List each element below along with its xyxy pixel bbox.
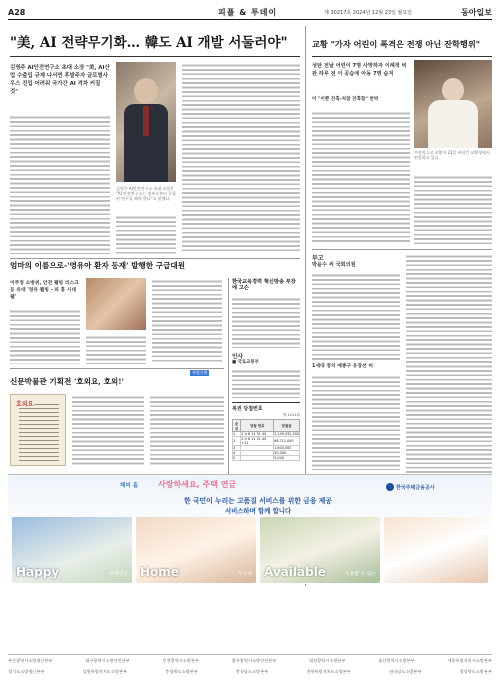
exhibit-image (10, 394, 66, 466)
footer-row-1 (8, 658, 492, 664)
table-cell: 3 (233, 446, 241, 451)
main-body-col1 (10, 114, 110, 254)
table-cell: 68,711,050 (274, 437, 300, 446)
table-cell: 1 (233, 432, 241, 437)
footer-agency: 울산광역시소방본부 (378, 658, 415, 663)
notice-body (312, 272, 400, 362)
ad-panel-2 (136, 517, 256, 583)
ad-panel-caption-1: 주택연금 (109, 572, 128, 577)
right-headline: 교황 "가자 어린이 폭격은 전쟁 아닌 잔학행위" (312, 39, 480, 49)
lottery-col-numbers: 당첨 번호 (241, 420, 274, 432)
footer-agency: 세종특별자치시소방본부 (447, 658, 492, 663)
mom-body-col1 (10, 308, 80, 364)
exhibit-divider (10, 368, 224, 369)
notice-title: 부고 (312, 255, 324, 262)
ad-panel-caption-2: 누구나 (238, 572, 252, 577)
table-row (233, 437, 300, 446)
main-subhead: 김명주 AI안전연구소 초대 소장 "美, AI산업 수출입 규제 나서면 후발주자 글로벌사우스 진입 어려워 국가간 AI 격차 커질 것" (10, 65, 110, 95)
exhibit-headline: 신문박물관 기획전 '호외요, 호외!' (10, 377, 124, 386)
page-header (8, 6, 492, 20)
section-title: 피플 & 투데이 (218, 8, 278, 17)
table-cell: 5,000 (274, 456, 300, 461)
right-photo (414, 60, 492, 148)
footer-agency: 경기도소방재난본부 (8, 669, 45, 674)
exhibit-body-col2 (150, 394, 224, 466)
table-cell: 1,603,000 (274, 446, 300, 451)
table-cell: 50,000 (274, 451, 300, 456)
table-cell: 2 4 6 11 31 44 (241, 432, 274, 437)
mom-headline: 엄마의 이름으로-'영유아 환자 등재' 발행한 구급대원 (10, 261, 186, 270)
lottery-header-row (233, 420, 300, 432)
right-body-col2 (414, 174, 492, 244)
right-subhead-2: 이 "이뿐 잔혹-처참 잔혹함" 반박 (312, 97, 379, 102)
ad-panel-caption-3: 이용할 수 있는 (345, 572, 376, 577)
lottery-table (232, 419, 300, 461)
page-number: A28 (8, 8, 26, 17)
footer-agency: 대구광역시소방안전본부 (85, 658, 130, 663)
small-story-body (232, 296, 300, 348)
main-body-col3 (182, 62, 300, 254)
lottery-round: 제 1151회 (282, 413, 300, 417)
right-section-divider (312, 249, 492, 250)
ad-word-1: Happy (16, 565, 60, 579)
ad-word-3: Available (264, 565, 326, 579)
footer-agency: 대전광역시소방본부 (309, 658, 346, 663)
table-cell: 2 (233, 437, 241, 446)
right-headline-rule (312, 56, 492, 57)
lower-divider (10, 258, 300, 259)
issue-info: 제 30217호 2024년 12월 23일 월요일 (324, 10, 412, 16)
event-body (312, 374, 400, 470)
footer-row-2 (8, 669, 492, 675)
footer-agency: 강원특별자치도소방본부 (82, 669, 128, 674)
ad-tagline-prefix: 해피 홈 (120, 483, 139, 489)
ad-tagline-main: 사랑하세요, 주택 연금 (158, 480, 237, 489)
footer-agency: 충청남도소방본부 (235, 669, 269, 674)
footer-agency: 경상북도소방본부 (459, 669, 492, 674)
table-cell: 5 (233, 456, 241, 461)
table-cell: 2 4 6 11 31 44 +21 (241, 437, 274, 446)
lottery-title: 복권 당첨번호 (232, 406, 263, 412)
exhibit-sticker: 호외요 (16, 401, 34, 408)
ad-banner (8, 474, 492, 584)
footer-agency: 전북특별자치도소방본부 (306, 669, 351, 674)
ad-line2: 서비스하며 함께 합니다 (224, 507, 292, 515)
ad-panel-3 (260, 517, 380, 583)
notice-subtitle: 박윤수 씨 국회의원 (312, 262, 356, 268)
ad-line1: 한 국민이 누리는 고품질 서비스를 위한 금융 제공 (184, 497, 332, 505)
table-row (233, 456, 300, 461)
headline-rule (10, 56, 300, 57)
main-photo-caption: 김명주 AI안전연구소 초대 소장은 "AI 안전연구소는 정부로부터 독립된 연구를 해야 한다"고 말했다. (116, 186, 176, 201)
ad-panel-4 (384, 517, 488, 583)
lottery-col-rank: 순위 (233, 420, 241, 432)
mom-subhead: 이주정 소방위, 안전 웰빙 리스크 등 유대 '영유 웰빙 - 피 홍 시대 웰' (10, 281, 79, 300)
main-headline: "美, AI 전략무기화… 韓도 AI 개발 서둘러야" (10, 35, 288, 51)
mom-body-col2 (86, 334, 146, 364)
ad-word-2: Home (140, 565, 179, 579)
event-title: 1세대 정치 예종구 유장선 씨 (312, 364, 373, 369)
ad-brand-logo (386, 481, 486, 493)
footer-agency: 충청북도소방본부 (165, 669, 198, 674)
footer-agency: 전라남도소방본부 (389, 669, 422, 674)
main-body-col2 (116, 214, 176, 254)
footer-agency: 광주광역시소방안전본부 (231, 658, 277, 663)
table-cell (241, 456, 274, 461)
newspaper-logo: 동아일보 (461, 7, 492, 17)
right-body-col1 (312, 110, 410, 244)
main-photo (116, 62, 176, 182)
exhibit-label: 특별기획 (192, 370, 208, 375)
footer-agency: 부산광역시소방재난본부 (8, 658, 53, 663)
ad-panel-1 (12, 517, 132, 583)
obit-body (232, 368, 300, 398)
mom-photo (86, 278, 146, 330)
footer-agency: 인천광역시소방본부 (162, 658, 199, 663)
table-row (233, 432, 300, 437)
mom-body-col3 (152, 278, 222, 364)
obit-title: 인사 (232, 354, 243, 360)
exhibit-body-col1 (72, 394, 144, 466)
lottery-col-prize: 당첨금 (274, 420, 300, 432)
footer (8, 654, 492, 684)
ad-brand-name: 한국주택금융공사 (396, 484, 435, 491)
table-cell: 2,140,432,500 (274, 432, 299, 436)
right-photo-caption: 프란치스코 교황이 21일 바티칸 교황청에서 연설하고 있다. (414, 150, 490, 160)
obit-subtitle: ■ 국토교통부 (232, 360, 259, 365)
lottery-box (232, 402, 300, 466)
right-subhead: 성탄 전날 어린이 7명 사망하자 이례적 비판 하루 전 이 공습에 아동 7명 숨져 (312, 63, 407, 77)
table-cell: 4 (233, 451, 241, 456)
ad-brand-icon (386, 483, 394, 491)
small-story-headline: 한국교육경력 혁신방송 부장에 고슨 (232, 279, 296, 291)
